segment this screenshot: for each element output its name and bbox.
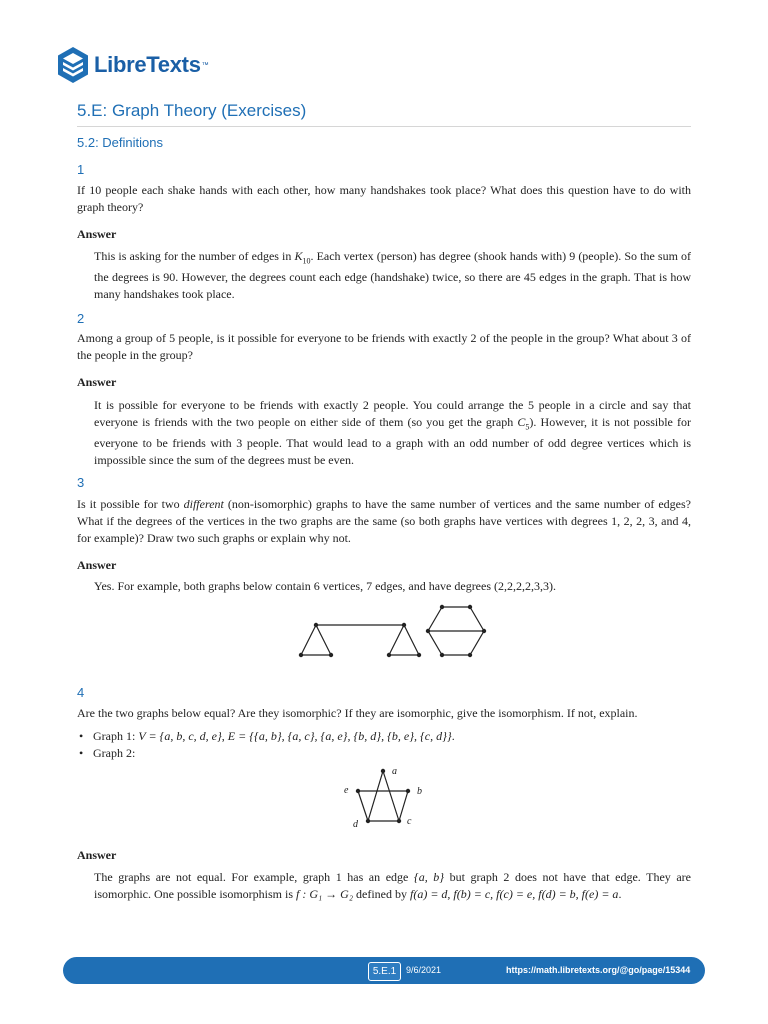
graph-b-vertex (426, 629, 430, 633)
libretexts-logo-icon (56, 46, 90, 84)
footer-url-link[interactable]: https://math.libretexts.org/@go/page/15344 (506, 965, 691, 975)
graph-1-vertex-set: V = {a, b, c, d, e} (138, 729, 222, 743)
graph-2-figure (338, 762, 438, 830)
title-divider (77, 126, 691, 127)
graph-2-vertex-e (356, 789, 360, 793)
graph-b-vertex (468, 605, 472, 609)
q3-text-b: (non-isomorphic) graphs to have the same number of vertices and the same number of edges? What if the degrees of the vertices in the two graphs are the same (so both graphs have vertices with degrees 1, 2, 2, 3, and 4, for example)? Draw two such graphs or explain why not. (77, 497, 691, 545)
answer-4-text-c: defined by (353, 887, 410, 901)
exercise-4-answer (94, 869, 691, 903)
answer-4-map: f : G₁ → G₂ (296, 887, 354, 901)
exercise-number-3: 3 (77, 475, 85, 490)
comma-separator: , (221, 729, 225, 743)
c5-subscript: 5 (525, 422, 530, 432)
graph-2-edges (358, 771, 408, 821)
exercise-number-1: 1 (77, 162, 85, 177)
graph-1-definition (77, 728, 455, 745)
exercise-number-4: 4 (77, 685, 85, 700)
graph-a-vertex (314, 623, 318, 627)
graph-b-vertex (468, 653, 472, 657)
answer-4-text-a: The graphs are not equal. For example, graph 1 has an edge (94, 870, 414, 884)
k10-subscript: 10 (302, 256, 311, 266)
page-title: 5.E: Graph Theory (Exercises) (77, 101, 307, 120)
graph-1-edge-set: E = {{a, b}, {a, c}, {a, e}, {b, d}, {b, e}, {c, d}} (227, 729, 452, 743)
exercise-3-question (77, 496, 691, 547)
exercise-3-answer: Yes. For example, both graphs below contain 6 vertices, 7 edges, and have degrees (2,2,2,2,3,3). (94, 579, 556, 593)
exercise-4-question: Are the two graphs below equal? Are they isomorphic? If they are isomorphic, give the isomorphism. If not, explain. (77, 706, 638, 720)
answer-label-4: Answer (77, 848, 117, 862)
graph-b-vertex (440, 653, 444, 657)
graph-a-vertex (402, 623, 406, 627)
graph-b-vertex (482, 629, 486, 633)
graph-a-vertex (387, 653, 391, 657)
k10-symbol: K (294, 249, 303, 263)
graph-2-vertex-a (381, 769, 385, 773)
q3-text-a: Is it possible for two (77, 497, 184, 511)
exercise-1-answer (94, 248, 691, 303)
graph-2-vertex-c (397, 819, 401, 823)
answer-4-edge: {a, b} (413, 870, 445, 884)
libretexts-logo[interactable] (56, 46, 209, 84)
answer-4-text-b: but graph 2 does not have that edge. They are isomorphic. One possible isomorphism is (94, 870, 691, 901)
graph-b-vertex (440, 605, 444, 609)
answer-label-2: Answer (77, 375, 117, 389)
answer-label-3: Answer (77, 558, 117, 572)
answer-2-text-b: ). However, it is not possible for everyone to be friends with 3 people. That would lead to a graph with an odd number of odd degree vertices which is impossible since the sum of the degrees must be even. (94, 415, 691, 468)
exercise-number-2: 2 (77, 311, 85, 326)
graph-definitions-list (77, 728, 455, 762)
graph-2-label-d: d (353, 819, 358, 830)
section-heading: 5.2: Definitions (77, 135, 163, 150)
graph-2-vertex-b (406, 789, 410, 793)
exercise-2-answer (94, 397, 691, 469)
graph-1-label: Graph 1: (93, 729, 139, 743)
graph-2-label-e: e (344, 785, 349, 796)
two-graphs-figure (295, 602, 490, 666)
graph-2-label-a: a (392, 766, 397, 777)
footer-date: 9/6/2021 (406, 965, 442, 975)
period: . (451, 729, 455, 743)
graph-a-vertex (299, 653, 303, 657)
footer-page-number: 5.E.1 (368, 962, 401, 981)
q3-emphasis: different (183, 497, 224, 511)
exercise-1-question: If 10 people each shake hands with each other, how many handshakes took place? What does this question have to do with graph theory? (77, 183, 691, 214)
graph-2-label: Graph 2: (93, 746, 136, 760)
graph-2-label-b: b (417, 786, 422, 797)
graph-a-vertex (417, 653, 421, 657)
answer-4-end: . (618, 887, 622, 901)
graph-a-edges (301, 625, 419, 655)
answer-1-text-a: This is asking for the number of edges in (94, 249, 295, 263)
graph-2-label-c: c (407, 816, 412, 827)
answer-2-text-a: It is possible for everyone to be friends with exactly 2 people. You could arrange the 5 people in a circle and say that everyone is friends with the two people on either side of them (so you get the graph (94, 398, 691, 429)
brand-tm: ™ (201, 61, 209, 69)
c5-symbol: C (517, 415, 526, 429)
brand-name: LibreTexts (94, 52, 201, 77)
graph-2-vertex-d (366, 819, 370, 823)
graph-a-vertex (329, 653, 333, 657)
answer-1-text-b: . Each vertex (person) has degree (shook hands with) 9 (people). So the sum of the degrees is 90. However, the degrees count each edge (handshake) twice, so there are 45 edges in the graph. That is how many handshakes took place. (94, 249, 691, 302)
graph-2-definition (77, 745, 455, 762)
exercise-2-question: Among a group of 5 people, is it possible for everyone to be friends with exactly 2 of the people in the group? What about 3 of the people in the group? (77, 331, 691, 362)
answer-label-1: Answer (77, 227, 117, 241)
graph-b-edges (428, 607, 484, 655)
answer-4-definition: f(a) = d, f(b) = c, f(c) = e, f(d) = b, f(e) = a (410, 887, 619, 901)
